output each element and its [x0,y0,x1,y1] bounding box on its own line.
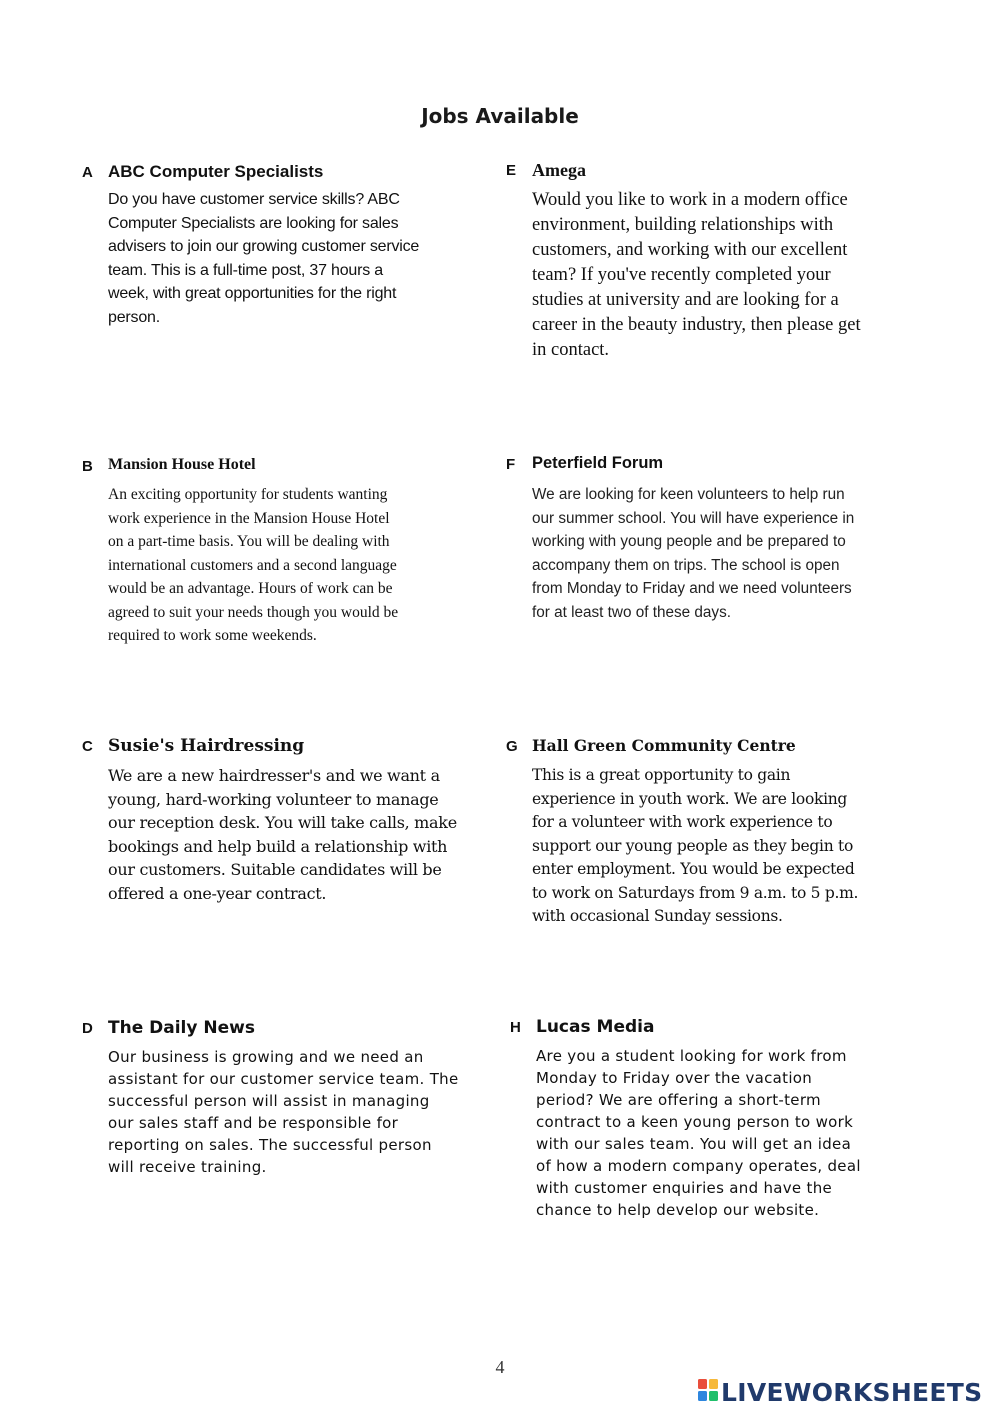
logo-text: LIVEWORKSHEETS [721,1378,983,1407]
description-line: This is a great opportunity to gain [532,766,791,784]
job-description [532,483,854,624]
description-line: successful person will assist in managing [108,1092,430,1110]
description-line: support our young people as they begin to [532,836,853,855]
description-line: Computer Specialists are looking for sales [108,214,399,232]
job-description [532,188,861,363]
job-name: Mansion House Hotel [108,456,256,473]
page-title: Jobs Available [421,104,579,128]
description-line: our summer school. You will have experience in [532,509,855,527]
description-line: international customers and a second language [108,556,397,574]
description-line: for a volunteer with work experience to [532,813,833,831]
liveworksheets-mark-icon [697,1377,719,1403]
job-name: Hall Green Community Centre [532,736,796,755]
description-line: Would you like to work in a modern office [532,190,848,210]
description-line: will receive training. [108,1158,267,1176]
description-line: Are you a student looking for work from [536,1047,847,1065]
job-description [108,1046,459,1178]
description-line: experience in youth work. We are looking [532,789,848,808]
description-line: chance to help develop our website. [536,1201,820,1219]
job-description [532,764,858,929]
description-line: would be an advantage. Hours of work can be [108,580,393,597]
liveworksheets-logo [697,1377,997,1413]
description-line: of how a modern company operates, deal [536,1157,861,1175]
page-number: 4 [495,1357,505,1377]
job-letter: B [82,458,93,475]
description-line: person. [108,308,160,326]
description-line: team? If you've recently completed your [532,265,831,285]
description-line: from Monday to Friday and we need volunteers [532,580,852,597]
description-line: contract to a keen young person to work [536,1113,854,1131]
description-line: to work on Saturdays from 9 a.m. to 5 p.m. [532,883,859,902]
description-line: Monday to Friday over the vacation [536,1069,813,1087]
description-line: our customers. Suitable candidates will be [108,860,442,879]
description-line: Our business is growing and we need an [108,1048,424,1066]
description-line: our sales staff and be responsible for [108,1114,399,1132]
description-line: accompany them on trips. The school is open [532,556,840,574]
job-name: Susie's Hairdressing [108,736,305,756]
job-letter: E [506,162,517,179]
description-line: career in the beauty industry, then please get [532,315,861,335]
description-line: for at least two of these days. [532,603,731,621]
description-line: reporting on sales. The successful person [108,1136,432,1154]
description-line: We are a new hairdresser's and we want a [108,766,440,785]
description-line: environment, building relationships with [532,215,834,235]
description-line: bookings and help build a relationship with [108,836,448,856]
job-letter: D [82,1020,93,1037]
job-letter: G [506,738,518,755]
job-description [108,764,457,905]
description-line: An exciting opportunity for students wanting [108,486,388,503]
description-line: advisers to join our growing customer service [108,238,420,255]
description-line: with customer enquiries and have the [536,1179,833,1197]
description-line: enter employment. You would be expected [532,860,855,878]
description-line: Do you have customer service skills? ABC [108,191,400,208]
description-line: our reception desk. You will take calls, make [108,813,457,832]
description-line: assistant for our customer service team. The [108,1070,459,1088]
description-line: customers, and working with our excellent [532,240,848,260]
job-description [108,483,398,648]
job-name: Amega [532,160,586,180]
description-line: with our sales team. You will get an idea [536,1135,852,1153]
job-name: The Daily News [108,1018,255,1038]
description-line: required to work some weekends. [108,627,317,644]
description-line: period? We are offering a short-term [536,1091,821,1109]
description-line: We are looking for keen volunteers to help run [532,486,845,503]
description-line: studies at university and are looking for a [532,290,839,310]
job-name: Peterfield Forum [532,454,664,472]
description-line: agreed to suit your needs though you would be [108,603,399,621]
description-line: young, hard-working volunteer to manage [108,789,439,809]
description-line: on a part-time basis. You will be dealing with [108,533,390,550]
job-letter: A [82,164,93,181]
job-letter: F [506,456,516,473]
job-description [536,1045,861,1221]
job-name: ABC Computer Specialists [108,162,324,181]
job-description [108,188,419,329]
description-line: offered a one-year contract. [108,883,327,903]
job-letter: H [510,1019,521,1036]
description-line: week, with great opportunities for the right [108,285,397,302]
description-line: with occasional Sunday sessions. [532,907,783,925]
description-line: work experience in the Mansion House Hotel [108,509,390,527]
description-line: in contact. [532,340,610,360]
description-line: team. This is a full-time post, 37 hours a [108,261,383,279]
job-letter: C [82,738,93,755]
job-name: Lucas Media [536,1017,655,1037]
description-line: working with young people and be prepared to [532,533,846,550]
